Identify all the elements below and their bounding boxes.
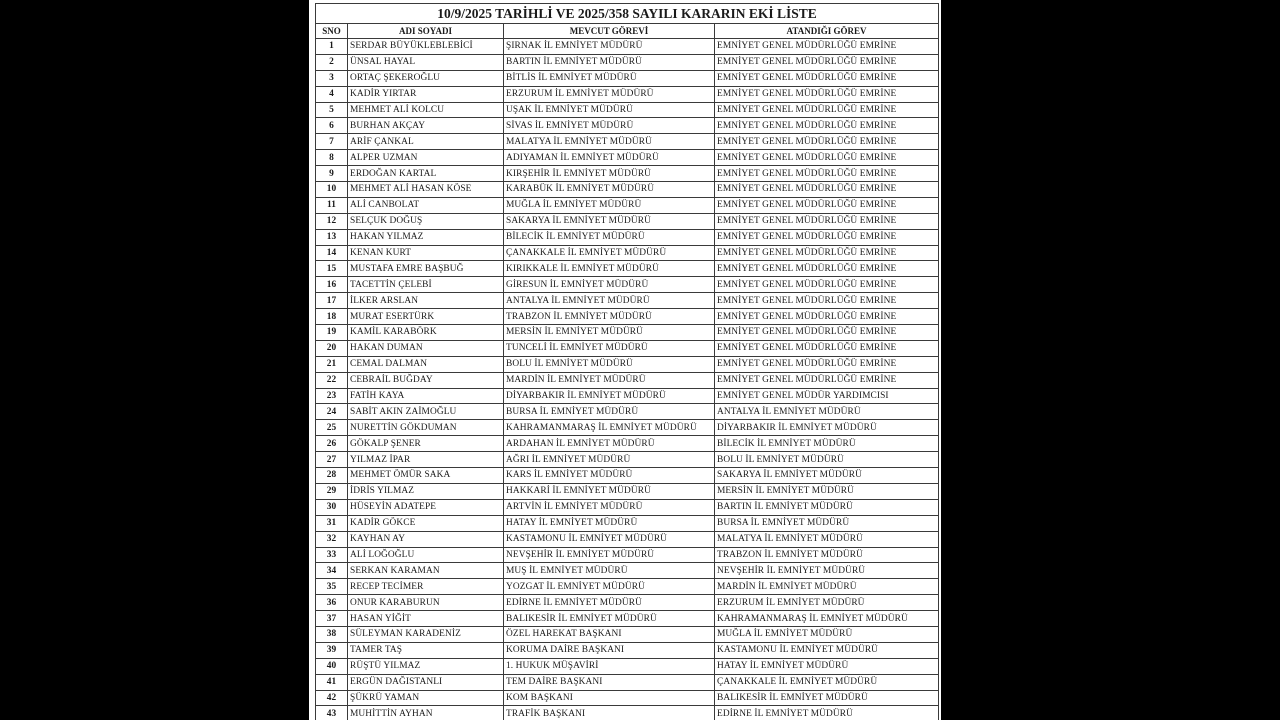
current-duty: MUĞLA İL EMNİYET MÜDÜRÜ [504,197,715,213]
person-name: TAMER TAŞ [348,642,504,658]
current-duty: ARTVİN İL EMNİYET MÜDÜRÜ [504,499,715,515]
current-duty: SAKARYA İL EMNİYET MÜDÜRÜ [504,213,715,229]
table-row [316,658,939,674]
row-number: 20 [316,340,348,356]
assigned-duty: EMNİYET GENEL MÜDÜRLÜĞÜ EMRİNE [715,54,939,70]
current-duty: KORUMA DAİRE BAŞKANI [504,642,715,658]
person-name: SÜLEYMAN KARADENİZ [348,626,504,642]
person-name: CEBRAİL BUĞDAY [348,372,504,388]
header-assigned-duty: ATANDIĞI GÖREV [715,24,939,39]
assigned-duty: EMNİYET GENEL MÜDÜRLÜĞÜ EMRİNE [715,261,939,277]
row-number: 40 [316,658,348,674]
current-duty: YOZGAT İL EMNİYET MÜDÜRÜ [504,579,715,595]
assigned-duty: TRABZON İL EMNİYET MÜDÜRÜ [715,547,939,563]
assigned-duty: EMNİYET GENEL MÜDÜRLÜĞÜ EMRİNE [715,356,939,372]
person-name: KADİR GÖKCE [348,515,504,531]
table-row [316,39,939,55]
table-row [316,563,939,579]
row-number: 9 [316,166,348,182]
document-page [309,0,941,720]
assigned-duty: BOLU İL EMNİYET MÜDÜRÜ [715,452,939,468]
table-row [316,102,939,118]
assigned-duty: EMNİYET GENEL MÜDÜRLÜĞÜ EMRİNE [715,102,939,118]
current-duty: KARS İL EMNİYET MÜDÜRÜ [504,468,715,484]
current-duty: KIRIKKALE İL EMNİYET MÜDÜRÜ [504,261,715,277]
table-row [316,293,939,309]
person-name: KAMİL KARABÖRK [348,325,504,341]
assigned-duty: EMNİYET GENEL MÜDÜRLÜĞÜ EMRİNE [715,277,939,293]
person-name: RECEP TECİMER [348,579,504,595]
table-row [316,404,939,420]
current-duty: HAKKARİ İL EMNİYET MÜDÜRÜ [504,483,715,499]
person-name: KENAN KURT [348,245,504,261]
current-duty: ANTALYA İL EMNİYET MÜDÜRÜ [504,293,715,309]
current-duty: KAHRAMANMARAŞ İL EMNİYET MÜDÜRÜ [504,420,715,436]
table-row [316,277,939,293]
person-name: SELÇUK DOĞUŞ [348,213,504,229]
person-name: ORTAÇ ŞEKEROĞLU [348,70,504,86]
person-name: MURAT ESERTÜRK [348,309,504,325]
current-duty: HATAY İL EMNİYET MÜDÜRÜ [504,515,715,531]
row-number: 11 [316,197,348,213]
current-duty: NEVŞEHİR İL EMNİYET MÜDÜRÜ [504,547,715,563]
table-row [316,468,939,484]
current-duty: EDİRNE İL EMNİYET MÜDÜRÜ [504,595,715,611]
assigned-duty: MUĞLA İL EMNİYET MÜDÜRÜ [715,626,939,642]
row-number: 22 [316,372,348,388]
assigned-duty: KASTAMONU İL EMNİYET MÜDÜRÜ [715,642,939,658]
row-number: 17 [316,293,348,309]
assigned-duty: BİLECİK İL EMNİYET MÜDÜRÜ [715,436,939,452]
table-row [316,515,939,531]
row-number: 14 [316,245,348,261]
assigned-duty: EMNİYET GENEL MÜDÜRLÜĞÜ EMRİNE [715,309,939,325]
person-name: YILMAZ İPAR [348,452,504,468]
assigned-duty: ÇANAKKALE İL EMNİYET MÜDÜRÜ [715,674,939,690]
current-duty: KIRŞEHİR İL EMNİYET MÜDÜRÜ [504,166,715,182]
row-number: 19 [316,325,348,341]
row-number: 24 [316,404,348,420]
assigned-duty: EMNİYET GENEL MÜDÜRLÜĞÜ EMRİNE [715,118,939,134]
assigned-duty: EMNİYET GENEL MÜDÜRLÜĞÜ EMRİNE [715,325,939,341]
person-name: ARİF ÇANKAL [348,134,504,150]
assigned-duty: EMNİYET GENEL MÜDÜRLÜĞÜ EMRİNE [715,86,939,102]
table-row [316,452,939,468]
row-number: 8 [316,150,348,166]
row-number: 33 [316,547,348,563]
table-row [316,420,939,436]
person-name: CEMAL DALMAN [348,356,504,372]
table-row [316,229,939,245]
current-duty: MALATYA İL EMNİYET MÜDÜRÜ [504,134,715,150]
person-name: MEHMET ALİ HASAN KÖSE [348,182,504,198]
row-number: 15 [316,261,348,277]
table-row [316,436,939,452]
table-row [316,197,939,213]
assigned-duty: EMNİYET GENEL MÜDÜRLÜĞÜ EMRİNE [715,70,939,86]
current-duty: MARDİN İL EMNİYET MÜDÜRÜ [504,372,715,388]
person-name: NURETTİN GÖKDUMAN [348,420,504,436]
row-number: 34 [316,563,348,579]
assigned-duty: MERSİN İL EMNİYET MÜDÜRÜ [715,483,939,499]
table-row [316,150,939,166]
table-body [316,39,939,720]
table-row [316,547,939,563]
table-row [316,595,939,611]
current-duty: UŞAK İL EMNİYET MÜDÜRÜ [504,102,715,118]
person-name: MUHİTTİN AYHAN [348,706,504,720]
table-row [316,118,939,134]
assigned-duty: EMNİYET GENEL MÜDÜRLÜĞÜ EMRİNE [715,372,939,388]
table-row [316,86,939,102]
table-row [316,340,939,356]
assigned-duty: HATAY İL EMNİYET MÜDÜRÜ [715,658,939,674]
assigned-duty: EDİRNE İL EMNİYET MÜDÜRÜ [715,706,939,720]
person-name: ERDOĞAN KARTAL [348,166,504,182]
assigned-duty: DİYARBAKIR İL EMNİYET MÜDÜRÜ [715,420,939,436]
person-name: MEHMET ÖMÜR SAKA [348,468,504,484]
assigned-duty: EMNİYET GENEL MÜDÜRLÜĞÜ EMRİNE [715,197,939,213]
current-duty: ERZURUM İL EMNİYET MÜDÜRÜ [504,86,715,102]
person-name: ALİ CANBOLAT [348,197,504,213]
header-sno: SNO [316,24,348,39]
assigned-duty: EMNİYET GENEL MÜDÜRLÜĞÜ EMRİNE [715,39,939,55]
assigned-duty: NEVŞEHİR İL EMNİYET MÜDÜRÜ [715,563,939,579]
table-row [316,54,939,70]
current-duty: BARTIN İL EMNİYET MÜDÜRÜ [504,54,715,70]
table-row [316,483,939,499]
row-number: 18 [316,309,348,325]
row-number: 27 [316,452,348,468]
row-number: 12 [316,213,348,229]
current-duty: ÖZEL HAREKAT BAŞKANI [504,626,715,642]
table-row [316,706,939,720]
row-number: 38 [316,626,348,642]
current-duty: 1. HUKUK MÜŞAVİRİ [504,658,715,674]
current-duty: BALIKESİR İL EMNİYET MÜDÜRÜ [504,611,715,627]
row-number: 30 [316,499,348,515]
assigned-duty: KAHRAMANMARAŞ İL EMNİYET MÜDÜRÜ [715,611,939,627]
assigned-duty: BARTIN İL EMNİYET MÜDÜRÜ [715,499,939,515]
current-duty: ÇANAKKALE İL EMNİYET MÜDÜRÜ [504,245,715,261]
table-row [316,261,939,277]
assigned-duty: EMNİYET GENEL MÜDÜR YARDIMCISI [715,388,939,404]
table-row [316,531,939,547]
current-duty: BİLECİK İL EMNİYET MÜDÜRÜ [504,229,715,245]
person-name: ŞÜKRÜ YAMAN [348,690,504,706]
person-name: FATİH KAYA [348,388,504,404]
table-row [316,356,939,372]
table-title-row [316,4,939,24]
assigned-duty: MALATYA İL EMNİYET MÜDÜRÜ [715,531,939,547]
row-number: 16 [316,277,348,293]
row-number: 29 [316,483,348,499]
current-duty: TRABZON İL EMNİYET MÜDÜRÜ [504,309,715,325]
person-name: GÖKALP ŞENER [348,436,504,452]
table-row [316,499,939,515]
current-duty: SİVAS İL EMNİYET MÜDÜRÜ [504,118,715,134]
current-duty: GİRESUN İL EMNİYET MÜDÜRÜ [504,277,715,293]
current-duty: KASTAMONU İL EMNİYET MÜDÜRÜ [504,531,715,547]
row-number: 7 [316,134,348,150]
document-title: 10/9/2025 TARİHLİ VE 2025/358 SAYILI KARARIN EKİ LİSTE [316,4,939,24]
table-row [316,70,939,86]
person-name: ONUR KARABURUN [348,595,504,611]
person-name: SABİT AKIN ZAİMOĞLU [348,404,504,420]
row-number: 39 [316,642,348,658]
assignment-table [315,3,939,720]
person-name: MUSTAFA EMRE BAŞBUĞ [348,261,504,277]
person-name: HÜSEYİN ADATEPE [348,499,504,515]
current-duty: TEM DAİRE BAŞKANI [504,674,715,690]
assigned-duty: SAKARYA İL EMNİYET MÜDÜRÜ [715,468,939,484]
table-row [316,388,939,404]
assigned-duty: MARDİN İL EMNİYET MÜDÜRÜ [715,579,939,595]
row-number: 36 [316,595,348,611]
current-duty: DİYARBAKIR İL EMNİYET MÜDÜRÜ [504,388,715,404]
current-duty: TRAFİK BAŞKANI [504,706,715,720]
current-duty: BURSA İL EMNİYET MÜDÜRÜ [504,404,715,420]
current-duty: KARABÜK İL EMNİYET MÜDÜRÜ [504,182,715,198]
row-number: 6 [316,118,348,134]
person-name: ALPER UZMAN [348,150,504,166]
current-duty: MUŞ İL EMNİYET MÜDÜRÜ [504,563,715,579]
assigned-duty: EMNİYET GENEL MÜDÜRLÜĞÜ EMRİNE [715,134,939,150]
person-name: BURHAN AKÇAY [348,118,504,134]
current-duty: ADIYAMAN İL EMNİYET MÜDÜRÜ [504,150,715,166]
person-name: HAKAN YILMAZ [348,229,504,245]
person-name: HAKAN DUMAN [348,340,504,356]
row-number: 25 [316,420,348,436]
person-name: KADİR YIRTAR [348,86,504,102]
assigned-duty: EMNİYET GENEL MÜDÜRLÜĞÜ EMRİNE [715,293,939,309]
table-row [316,579,939,595]
header-name: ADI SOYADI [348,24,504,39]
current-duty: ARDAHAN İL EMNİYET MÜDÜRÜ [504,436,715,452]
row-number: 26 [316,436,348,452]
row-number: 13 [316,229,348,245]
row-number: 35 [316,579,348,595]
assigned-duty: EMNİYET GENEL MÜDÜRLÜĞÜ EMRİNE [715,182,939,198]
table-row [316,372,939,388]
row-number: 10 [316,182,348,198]
header-current-duty: MEVCUT GÖREVİ [504,24,715,39]
person-name: MEHMET ALİ KOLCU [348,102,504,118]
table-row [316,166,939,182]
assigned-duty: EMNİYET GENEL MÜDÜRLÜĞÜ EMRİNE [715,150,939,166]
row-number: 23 [316,388,348,404]
row-number: 43 [316,706,348,720]
row-number: 3 [316,70,348,86]
assigned-duty: EMNİYET GENEL MÜDÜRLÜĞÜ EMRİNE [715,229,939,245]
row-number: 37 [316,611,348,627]
assigned-duty: ERZURUM İL EMNİYET MÜDÜRÜ [715,595,939,611]
row-number: 1 [316,39,348,55]
table-row [316,213,939,229]
row-number: 31 [316,515,348,531]
table-row [316,674,939,690]
table-row [316,309,939,325]
person-name: SERKAN KARAMAN [348,563,504,579]
table-row [316,182,939,198]
row-number: 32 [316,531,348,547]
assigned-duty: EMNİYET GENEL MÜDÜRLÜĞÜ EMRİNE [715,166,939,182]
row-number: 2 [316,54,348,70]
row-number: 28 [316,468,348,484]
person-name: SERDAR BÜYÜKLEBLEBİCİ [348,39,504,55]
column-header-row [316,24,939,39]
table-row [316,690,939,706]
person-name: İLKER ARSLAN [348,293,504,309]
person-name: İDRİS YILMAZ [348,483,504,499]
person-name: ERGÜN DAĞISTANLI [348,674,504,690]
person-name: ÜNSAL HAYAL [348,54,504,70]
person-name: KAYHAN AY [348,531,504,547]
assigned-duty: EMNİYET GENEL MÜDÜRLÜĞÜ EMRİNE [715,213,939,229]
assigned-duty: EMNİYET GENEL MÜDÜRLÜĞÜ EMRİNE [715,245,939,261]
current-duty: KOM BAŞKANI [504,690,715,706]
current-duty: BOLU İL EMNİYET MÜDÜRÜ [504,356,715,372]
current-duty: AĞRI İL EMNİYET MÜDÜRÜ [504,452,715,468]
table-row [316,245,939,261]
person-name: RÜŞTÜ YILMAZ [348,658,504,674]
assigned-duty: BURSA İL EMNİYET MÜDÜRÜ [715,515,939,531]
row-number: 42 [316,690,348,706]
table-row [316,134,939,150]
current-duty: ŞIRNAK İL EMNİYET MÜDÜRÜ [504,39,715,55]
assigned-duty: BALIKESİR İL EMNİYET MÜDÜRÜ [715,690,939,706]
assigned-duty: EMNİYET GENEL MÜDÜRLÜĞÜ EMRİNE [715,340,939,356]
row-number: 5 [316,102,348,118]
current-duty: MERSİN İL EMNİYET MÜDÜRÜ [504,325,715,341]
person-name: ALİ LOĞOĞLU [348,547,504,563]
table-row [316,325,939,341]
table-row [316,626,939,642]
table-row [316,642,939,658]
current-duty: BİTLİS İL EMNİYET MÜDÜRÜ [504,70,715,86]
current-duty: TUNCELİ İL EMNİYET MÜDÜRÜ [504,340,715,356]
assigned-duty: ANTALYA İL EMNİYET MÜDÜRÜ [715,404,939,420]
person-name: HASAN YİĞİT [348,611,504,627]
row-number: 21 [316,356,348,372]
table-row [316,611,939,627]
person-name: TACETTİN ÇELEBİ [348,277,504,293]
row-number: 4 [316,86,348,102]
row-number: 41 [316,674,348,690]
